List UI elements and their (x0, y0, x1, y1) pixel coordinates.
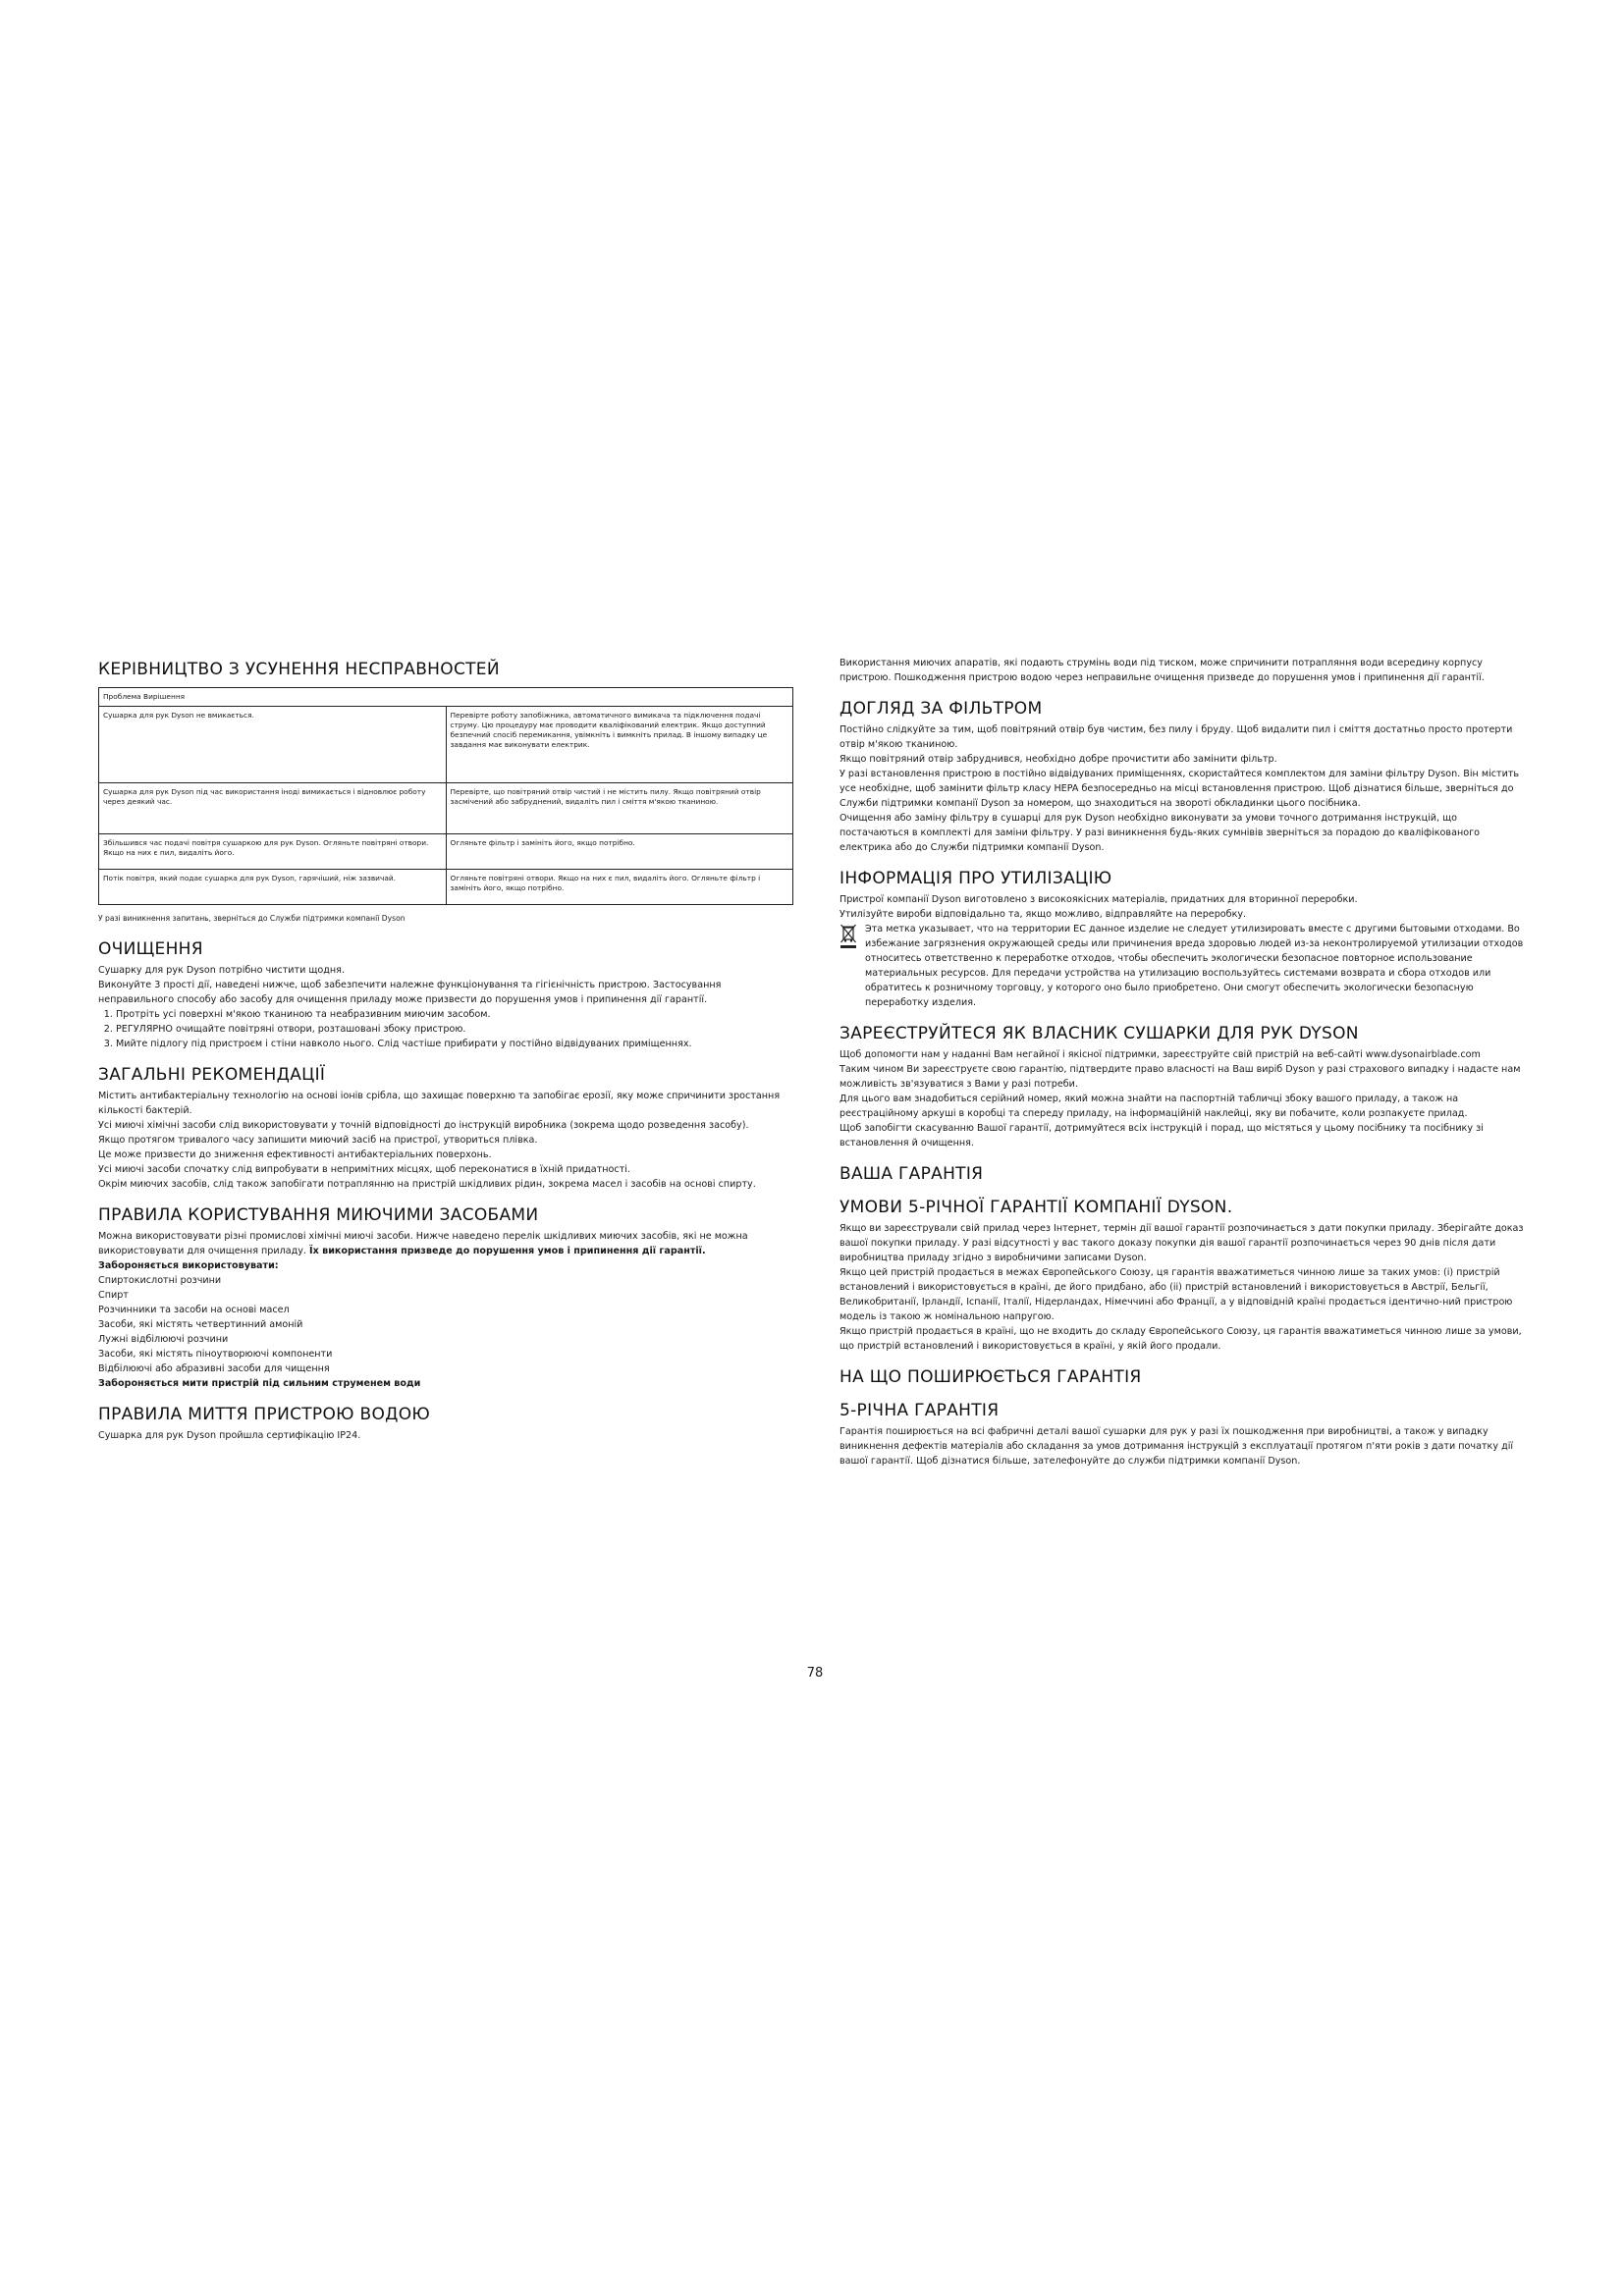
list-item: Лужні відбілюючі розчини (98, 1334, 229, 1345)
agents-intro-warning: Їх використання призведе до порушення умов і припинення дії гарантії. (309, 1246, 706, 1256)
list-item: 1. Протріть усі поверхні м'якою тканиною та неабразивним миючим засобом. (116, 1007, 793, 1022)
washing-heading: ПРАВИЛА МИТТЯ ПРИСТРОЮ ВОДОЮ (98, 1405, 431, 1424)
paragraph: Щоб запобігти скасуванню Вашої гарантії, дотримуйтеся всіх інструкцій і порад, що містяться у цьому посібнику та посібнику зі встановлення й очищення. (839, 1123, 1484, 1148)
paragraph: Якщо цей пристрій продається в межах Європейського Союзу, ця гарантія вважатиметься чинною лише за таких умов: (і) пристрій встановлений і використовується в країні, де його придбано, або (іі) пристрій встановлений і використовується в Австрії, Бельгії, Великобританії, Ірландії, Іспанії, Італії, Нідерландах, Німеччині або Франції, а у відповідній країні продається ідентично-ний пристрою модель із такою ж номінальною напругою. (839, 1267, 1513, 1322)
paragraph: Якщо протягом тривалого часу запишити миючий засіб на пристрої, утвориться плівка. (98, 1135, 538, 1146)
solution-cell: Огляньте повітряні отвори. Якщо на них є пил, видаліть його. Огляньте фільтр і замініть його, якщо потрібно. (446, 870, 793, 905)
forbidden-label: Забороняється використовувати: (98, 1260, 279, 1271)
register-heading: ЗАРЕЄСТРУЙТЕСЯ ЯК ВЛАСНИК СУШАРКИ ДЛЯ РУК DYSON (839, 1024, 1359, 1043)
problem-cell: Сушарка для рук Dyson не вмикається. (99, 707, 447, 783)
terms-heading: УМОВИ 5-РІЧНОЇ ГАРАНТІЇ КОМПАНІЇ DYSON. (839, 1198, 1233, 1217)
table-header: Проблема Вирішення (99, 688, 793, 707)
list-item: Засоби, які містять піноутворюючі компоненти (98, 1349, 333, 1360)
agents-heading: ПРАВИЛА КОРИСТУВАННЯ МИЮЧИМИ ЗАСОБАМИ (98, 1205, 539, 1225)
paragraph: Усі миючі хімічні засоби слід використовувати у точній відповідності до інструкцій виробника (зокрема щодо розведення засобу). (98, 1120, 749, 1131)
paragraph: Якщо повітряний отвір забруднився, необхідно добре прочистити або замінити фільтр. (839, 754, 1277, 765)
list-item: Розчинники та засоби на основі масел (98, 1305, 290, 1315)
paragraph: Очищення або заміну фільтру в сушарці для рук Dyson необхідно виконувати за умови точного дотримання інструкцій, що постачаються в комплекті для заміни фільтру. У разі виникнення будь-яких сумнівів зверніться за порадою до кваліфікованого електрика або до Служби підтримки компанії Dyson. (839, 813, 1481, 853)
filter-heading: ДОГЛЯД ЗА ФІЛЬТРОМ (839, 699, 1043, 719)
coverage-heading: НА ЩО ПОШИРЮЄТЬСЯ ГАРАНТІЯ (839, 1367, 1142, 1387)
paragraph: Це може призвести до зниження ефективності антибактеріальних поверхонь. (98, 1149, 492, 1160)
list-item: 3. Мийте підлогу під пристроєм і стіни навколо нього. Слід частіше прибирати у постійно відвідуваних приміщеннях. (116, 1037, 793, 1051)
table-row (99, 783, 793, 834)
paragraph: Окрім миючих засобів, слід також запобігати потраплянню на пристрій шкідливих рідин, зокрема масел і засобів на основі спирту. (98, 1179, 756, 1190)
guarantee-heading: ВАША ГАРАНТІЯ (839, 1164, 984, 1184)
troubleshooting-table (98, 687, 793, 905)
washing-text: Сушарка для рук Dyson пройшла сертифікацію IP24. (98, 1430, 361, 1441)
general-heading: ЗАГАЛЬНІ РЕКОМЕНДАЦІЇ (98, 1065, 326, 1085)
solution-cell: Огляньте фільтр і замініть його, якщо потрібно. (446, 834, 793, 870)
problem-cell: Збільшився час подачі повітря сушаркою для рук Dyson. Огляньте повітряні отвори. Якщо на них є пил, видаліть його. (99, 834, 447, 870)
fiveyear-heading: 5-РІЧНА ГАРАНТІЯ (839, 1401, 1000, 1420)
table-header-row (99, 688, 793, 707)
crossed-bin-icon (839, 924, 857, 949)
table-row (99, 834, 793, 870)
solution-cell: Перевірте роботу запобіжника, автоматичного вимикача та підключення подачі струму. Цю процедуру має проводити кваліфікований електрик. Якщо доступний безпечний спосіб перемикання, увімкніть і вимкніть прилад. В іншому випадку це завдання має виконувати електрик. (446, 707, 793, 783)
list-item: Спиртокислотні розчини (98, 1275, 222, 1286)
left-column (98, 660, 793, 1443)
list-item: Засоби, які містять четвертинний амоній (98, 1319, 303, 1330)
cleaning-text: Виконуйте 3 прості дії, наведені нижче, щоб забезпечити належне функціонування та гігієнічність пристрою. Застосування неправильного способу або засобу для очищення приладу може призвести до порушення умов і припинення дії гарантії. (98, 980, 722, 1005)
paragraph: У разі встановлення пристрою в постійно відвідуваних приміщеннях, скористайтеся комплектом для заміни фільтру Dyson. Він містить усе необхідне, щоб замінити фільтр класу HEPA безпосередньо на місці встановлення пристрою. Щоб дізнатися більше, зверніться до Служби підтримки компанії Dyson за номером, що знаходиться на звороті обкладинки цього посібника. (839, 769, 1520, 809)
weee-text: Эта метка указывает, что на территории ЕС данное изделие не следует утилизировать вместе с другими бытовыми отходами. Во избежание загрязнения окружающей среды или причинения вреда здоровью людей из-за неконтролируемой утилизации отходов относитесь ответственно к переработке отходов, чтобы обеспечить экологически безопасное повторное использование материальных ресурсов. Для передачи устройства на утилизацию воспользуйтесь системами возврата и сбора отходов или обратитесь к розничному торговцу, у которого оно было приобретено. Они смогут обеспечить экологически безопасную переработку изделия. (865, 924, 1524, 1008)
paragraph: Таким чином Ви зареєструєте свою гарантію, підтвердите право власності на Ваш виріб Dyson у разі страхового випадку і надасте нам можливість зв'язуватися з Вами у разі потреби. (839, 1064, 1521, 1090)
solution-cell: Перевірте, що повітряний отвір чистий і не містить пилу. Якщо повітряний отвір засмічений або забруднений, видаліть пил і сміття м'якою тканиною. (446, 783, 793, 834)
paragraph: Пристрої компанії Dyson виготовлено з високоякісних матеріалів, придатних для вторинної переробки. (839, 894, 1358, 905)
troubleshooting-note: У разі виникнення запитань, зверніться до Служби підтримки компанії Dyson (98, 914, 406, 923)
cleaning-text: Сушарку для рук Dyson потрібно чистити щодня. (98, 965, 346, 976)
problem-cell: Потік повітря, який подає сушарка для рук Dyson, гарячіший, ніж зазвичай. (99, 870, 447, 905)
paragraph: Щоб допомогти нам у наданні Вам негайної і якісної підтримки, зареєструйте свій пристрій на веб-сайті www.dysonairblade.com (839, 1049, 1481, 1060)
cleaning-steps (98, 1007, 793, 1051)
agents-intro (98, 1229, 793, 1258)
list-item: 2. РЕГУЛЯРНО очищайте повітряні отвори, розташовані збоку пристрою. (116, 1022, 793, 1037)
list-item: Спирт (98, 1290, 129, 1301)
table-row (99, 707, 793, 783)
table-row (99, 870, 793, 905)
troubleshooting-heading: КЕРІВНИЦТВО З УСУНЕННЯ НЕСПРАВНОСТЕЙ (98, 660, 500, 679)
weee-notice (839, 922, 1527, 1010)
paragraph: Містить антибактеріальну технологію на основі іонів срібла, що захищає поверхню та запобігає ерозії, яку може спричинити зростання кількості бактерій. (98, 1091, 781, 1116)
paragraph: Утилізуйте вироби відповідально та, якщо можливо, відправляйте на переробку. (839, 909, 1247, 920)
paragraph: Використання миючих апаратів, які подають струмінь води під тиском, може спричинити потрапляння води всередину корпусу пристрою. Пошкодження пристрою водою через неправильне очищення призведе до порушення умов і припинення дії гарантії. (839, 658, 1485, 683)
paragraph: Усі миючі засоби спочатку слід випробувати в непримітних місцях, щоб переконатися в їхній придатності. (98, 1164, 630, 1175)
paragraph: Якщо ви зареєстрували свій прилад через Інтернет, термін дії вашої гарантії розпочинається з дати покупки приладу. Зберігайте доказ вашої покупки приладу. У разі відсутності у вас такого доказу покупки дія вашої гарантії розпочинається через 90 днів після дати виробництва приладу згідно з виробничими записами Dyson. (839, 1223, 1524, 1263)
problem-cell: Сушарка для рук Dyson під час використання іноді вимикається і відновлює роботу через деякий час. (99, 783, 447, 834)
paragraph: Для цього вам знадобиться серійний номер, який можна знайти на паспортній табличці збоку вашого приладу, а також на реєстраційному аркуші в коробці та спереду приладу, на інформаційній наклейці, яку ви побачите, коли розпакуєте прилад. (839, 1094, 1468, 1119)
list-item: Відбілюючі або абразивні засоби для чищення (98, 1363, 330, 1374)
paragraph: Постійно слідкуйте за тим, щоб повітряний отвір був чистим, без пилу і бруду. Щоб видалити пил і сміття достатньо просто протерти отвір м'якою тканиною. (839, 724, 1513, 750)
right-column (839, 656, 1527, 1468)
agents-intro-text: Можна використовувати різні промислові хімічні миючі засоби. Нижче наведено перелік шкідливих миючих засобів, які не можна використовувати для очищення приладу. (98, 1231, 748, 1256)
paragraph: Гарантія поширюється на всі фабричні деталі вашої сушарки для рук у разі їх пошкодження при виробництві, а також у випадку виникнення дефектів матеріалів або складання за умов дотримання інструкцій з експлуатації протягом п'яти років з дати початку дії вашої гарантії. Щоб дізнатися більше, зателефонуйте до служби підтримки компанії Dyson. (839, 1426, 1514, 1467)
paragraph: Якщо пристрій продається в країні, що не входить до складу Європейського Союзу, ця гарантія вважатиметься чинною лише за умови, що пристрій встановлений і використовується в країні, у якій його продали. (839, 1326, 1522, 1352)
agents-closing: Забороняється мити пристрій під сильним струменем води (98, 1378, 421, 1389)
page-number: 78 (806, 1666, 824, 1681)
cleaning-heading: ОЧИЩЕННЯ (98, 939, 203, 959)
disposal-heading: ІНФОРМАЦІЯ ПРО УТИЛІЗАЦІЮ (839, 869, 1112, 888)
